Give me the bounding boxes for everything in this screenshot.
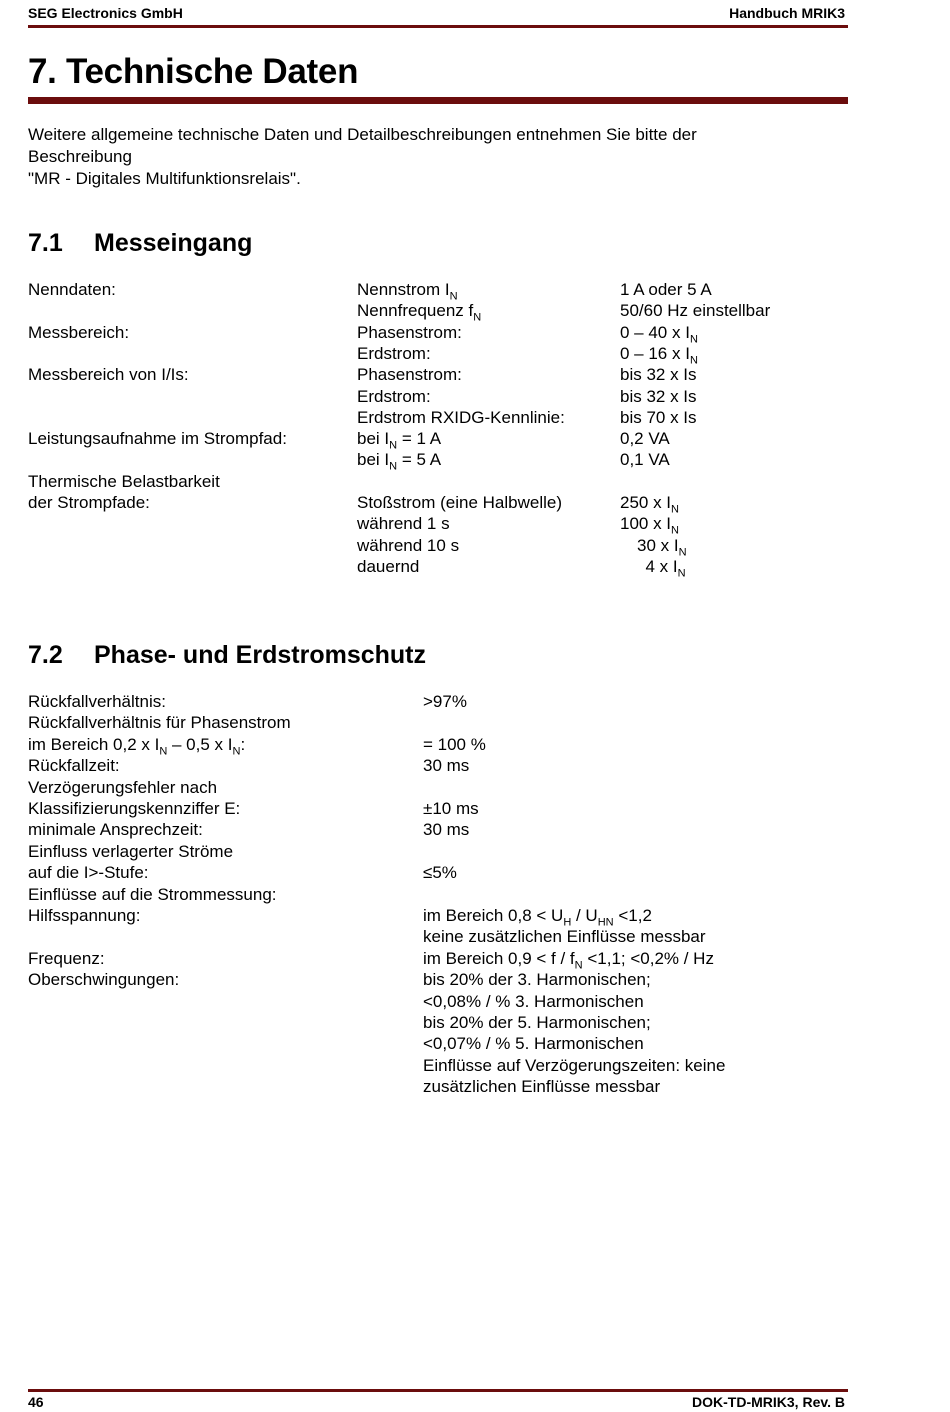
header-company: SEG Electronics GmbH bbox=[28, 5, 183, 21]
intro-line: Beschreibung bbox=[28, 147, 132, 166]
spec-value: <0,08% / % 3. Harmonischen bbox=[423, 991, 644, 1011]
parameter-text: Nennstrom I bbox=[357, 280, 450, 299]
parameter-text: dauernd bbox=[357, 556, 420, 576]
value-text: bis 70 x Is bbox=[620, 407, 697, 427]
parameter-text: bei I bbox=[357, 450, 390, 470]
spec-parameter bbox=[357, 365, 462, 385]
spec-label: der Strompfade: bbox=[28, 493, 150, 512]
text-part: – 0,5 x I bbox=[167, 734, 233, 754]
spec-parameter bbox=[357, 536, 459, 556]
value-text bbox=[423, 906, 652, 929]
spec-value bbox=[423, 949, 714, 971]
section-heading-7-1 bbox=[28, 229, 252, 258]
subscript: N bbox=[677, 567, 686, 580]
value-text: 1 A oder 5 A bbox=[620, 280, 712, 299]
spec-label: Hilfsspannung: bbox=[28, 906, 141, 925]
spec-label: Verzögerungsfehler nach bbox=[28, 777, 218, 797]
header-rule bbox=[28, 25, 848, 28]
value-text: 30 x I bbox=[637, 535, 679, 555]
spec-label: Klassifizierungskennziffer E: bbox=[28, 799, 241, 818]
spacer bbox=[620, 557, 646, 576]
spec-parameter bbox=[357, 450, 441, 472]
text-part: / U bbox=[571, 906, 598, 925]
spec-label: Thermische Belastbarkeit bbox=[28, 471, 220, 491]
spec-value bbox=[620, 514, 679, 536]
intro-line: Weitere allgemeine technische Daten und Detailbeschreibungen entnehmen Sie bitte der bbox=[28, 125, 697, 144]
spec-parameter bbox=[357, 429, 441, 451]
spec-value bbox=[620, 450, 670, 470]
text-part: im Bereich 0,8 < U bbox=[423, 906, 564, 925]
spec-parameter bbox=[357, 408, 565, 428]
spec-label: Rückfallzeit: bbox=[28, 756, 120, 776]
section-number: 7.2 bbox=[28, 641, 63, 669]
spec-value: keine zusätzlichen Einflüsse messbar bbox=[423, 927, 706, 947]
spec-value bbox=[620, 557, 686, 579]
subscript: N bbox=[574, 959, 583, 972]
spec-parameter bbox=[357, 514, 450, 534]
parameter-text: Phasenstrom: bbox=[357, 365, 462, 385]
spec-parameter bbox=[357, 557, 419, 577]
spec-value: bis 20% der 5. Harmonischen; bbox=[423, 1013, 651, 1032]
spec-value bbox=[620, 301, 770, 321]
subscript: N bbox=[232, 745, 241, 758]
spec-value: = 100 % bbox=[423, 734, 486, 754]
header-manual: Handbuch MRIK3 bbox=[729, 5, 845, 21]
footer-doc-id: DOK-TD-MRIK3, Rev. B bbox=[692, 1394, 845, 1410]
spec-parameter bbox=[357, 301, 481, 323]
section-title: Messeingang bbox=[94, 229, 253, 257]
spec-label: Nenndaten: bbox=[28, 280, 116, 299]
subscript: N bbox=[159, 745, 168, 758]
spec-parameter bbox=[357, 344, 431, 364]
spec-value bbox=[620, 536, 687, 558]
spec-value: 30 ms bbox=[423, 820, 470, 840]
subscript: N bbox=[671, 503, 679, 516]
spacer bbox=[620, 536, 637, 555]
spec-value bbox=[620, 344, 698, 366]
spec-value: Einflüsse auf Verzögerungszeiten: keine bbox=[423, 1055, 726, 1075]
spec-parameter bbox=[357, 280, 458, 302]
spec-value: 30 ms bbox=[423, 756, 470, 776]
footer-page-number: 46 bbox=[28, 1394, 44, 1410]
spec-parameter bbox=[357, 387, 431, 407]
intro-paragraph bbox=[28, 124, 697, 190]
text-part: im Bereich 0,9 < f / f bbox=[423, 948, 575, 968]
subscript: H bbox=[563, 916, 572, 929]
parameter-text: bei I bbox=[357, 429, 390, 449]
parameter-text: Erdstrom: bbox=[357, 343, 431, 363]
parameter-text: Stoßstrom (eine Halbwelle) bbox=[357, 493, 563, 512]
parameter-suffix: = 5 A bbox=[397, 450, 442, 470]
subscript: N bbox=[678, 545, 687, 558]
subscript: N bbox=[473, 311, 482, 324]
value-text: 0 – 16 x I bbox=[620, 343, 690, 363]
value-text: bis 32 x Is bbox=[620, 386, 697, 406]
subscript: N bbox=[389, 439, 398, 452]
value-text: 0,2 VA bbox=[620, 429, 670, 449]
spec-value: bis 20% der 3. Harmonischen; bbox=[423, 970, 651, 990]
spec-value bbox=[620, 280, 712, 300]
spec-value: ≤5% bbox=[423, 863, 457, 883]
spec-value: <0,07% / % 5. Harmonischen bbox=[423, 1034, 644, 1054]
spec-label bbox=[28, 735, 245, 757]
value-text bbox=[423, 948, 714, 972]
spec-label: auf die I>-Stufe: bbox=[28, 863, 149, 883]
spec-value: ±10 ms bbox=[423, 799, 479, 818]
spec-label: Rückfallverhältnis für Phasenstrom bbox=[28, 713, 291, 733]
spec-label: Rückfallverhältnis: bbox=[28, 692, 166, 711]
chapter-rule bbox=[28, 97, 848, 104]
spec-label: Einflüsse auf die Strommessung: bbox=[28, 884, 277, 904]
spec-parameter bbox=[357, 323, 462, 343]
chapter-title: 7. Technische Daten bbox=[28, 52, 359, 91]
spec-value bbox=[620, 429, 670, 449]
value-text: bis 32 x Is bbox=[620, 365, 697, 385]
spec-value: >97% bbox=[423, 692, 467, 711]
spec-label: Messbereich: bbox=[28, 322, 130, 342]
section-heading-7-2 bbox=[28, 641, 426, 670]
text-part: <1,2 bbox=[613, 906, 652, 925]
parameter-text: während 10 s bbox=[357, 535, 460, 555]
subscript: N bbox=[389, 460, 398, 473]
spec-label: Frequenz: bbox=[28, 948, 105, 968]
subscript: N bbox=[671, 524, 679, 537]
spec-label: Leistungsaufnahme im Strompfad: bbox=[28, 429, 287, 449]
value-text: 50/60 Hz einstellbar bbox=[620, 301, 771, 321]
parameter-text: Erdstrom: bbox=[357, 386, 431, 406]
spec-value bbox=[620, 323, 698, 345]
spec-value bbox=[423, 906, 652, 928]
label-text bbox=[28, 734, 246, 758]
subscript: N bbox=[689, 354, 698, 367]
parameter-text: Phasenstrom: bbox=[357, 322, 462, 342]
spec-value bbox=[620, 365, 697, 385]
subscript: N bbox=[449, 290, 458, 303]
text-part: <1,1; <0,2% / Hz bbox=[582, 948, 714, 968]
intro-line: "MR - Digitales Multifunktionsrelais". bbox=[28, 169, 301, 188]
spec-value bbox=[620, 387, 697, 407]
footer-rule bbox=[28, 1389, 848, 1392]
spec-label: Einfluss verlagerter Ströme bbox=[28, 841, 234, 861]
text-part: im Bereich 0,2 x I bbox=[28, 734, 160, 754]
value-text: 4 x I bbox=[645, 556, 678, 576]
parameter-text: Erdstrom RXIDG-Kennlinie: bbox=[357, 407, 565, 427]
text-part: : bbox=[240, 734, 246, 754]
spec-value bbox=[620, 408, 697, 428]
subscript: HN bbox=[597, 916, 614, 929]
parameter-suffix: = 1 A bbox=[397, 429, 442, 449]
value-text: 100 x I bbox=[620, 514, 672, 534]
spec-label: minimale Ansprechzeit: bbox=[28, 820, 203, 840]
value-text: 0 – 40 x I bbox=[620, 322, 690, 342]
spec-label: Messbereich von I/Is: bbox=[28, 365, 189, 385]
section-title: Phase- und Erdstromschutz bbox=[94, 641, 426, 669]
value-text: 0,1 VA bbox=[620, 450, 670, 470]
spec-value bbox=[620, 493, 679, 515]
value-text: 250 x I bbox=[620, 493, 672, 512]
spec-value: zusätzlichen Einflüsse messbar bbox=[423, 1077, 661, 1097]
parameter-text: während 1 s bbox=[357, 514, 450, 534]
subscript: N bbox=[689, 332, 698, 345]
spec-parameter bbox=[357, 493, 562, 513]
section-number: 7.1 bbox=[28, 229, 63, 257]
parameter-text: Nennfrequenz f bbox=[357, 301, 474, 321]
spec-label: Oberschwingungen: bbox=[28, 970, 180, 990]
